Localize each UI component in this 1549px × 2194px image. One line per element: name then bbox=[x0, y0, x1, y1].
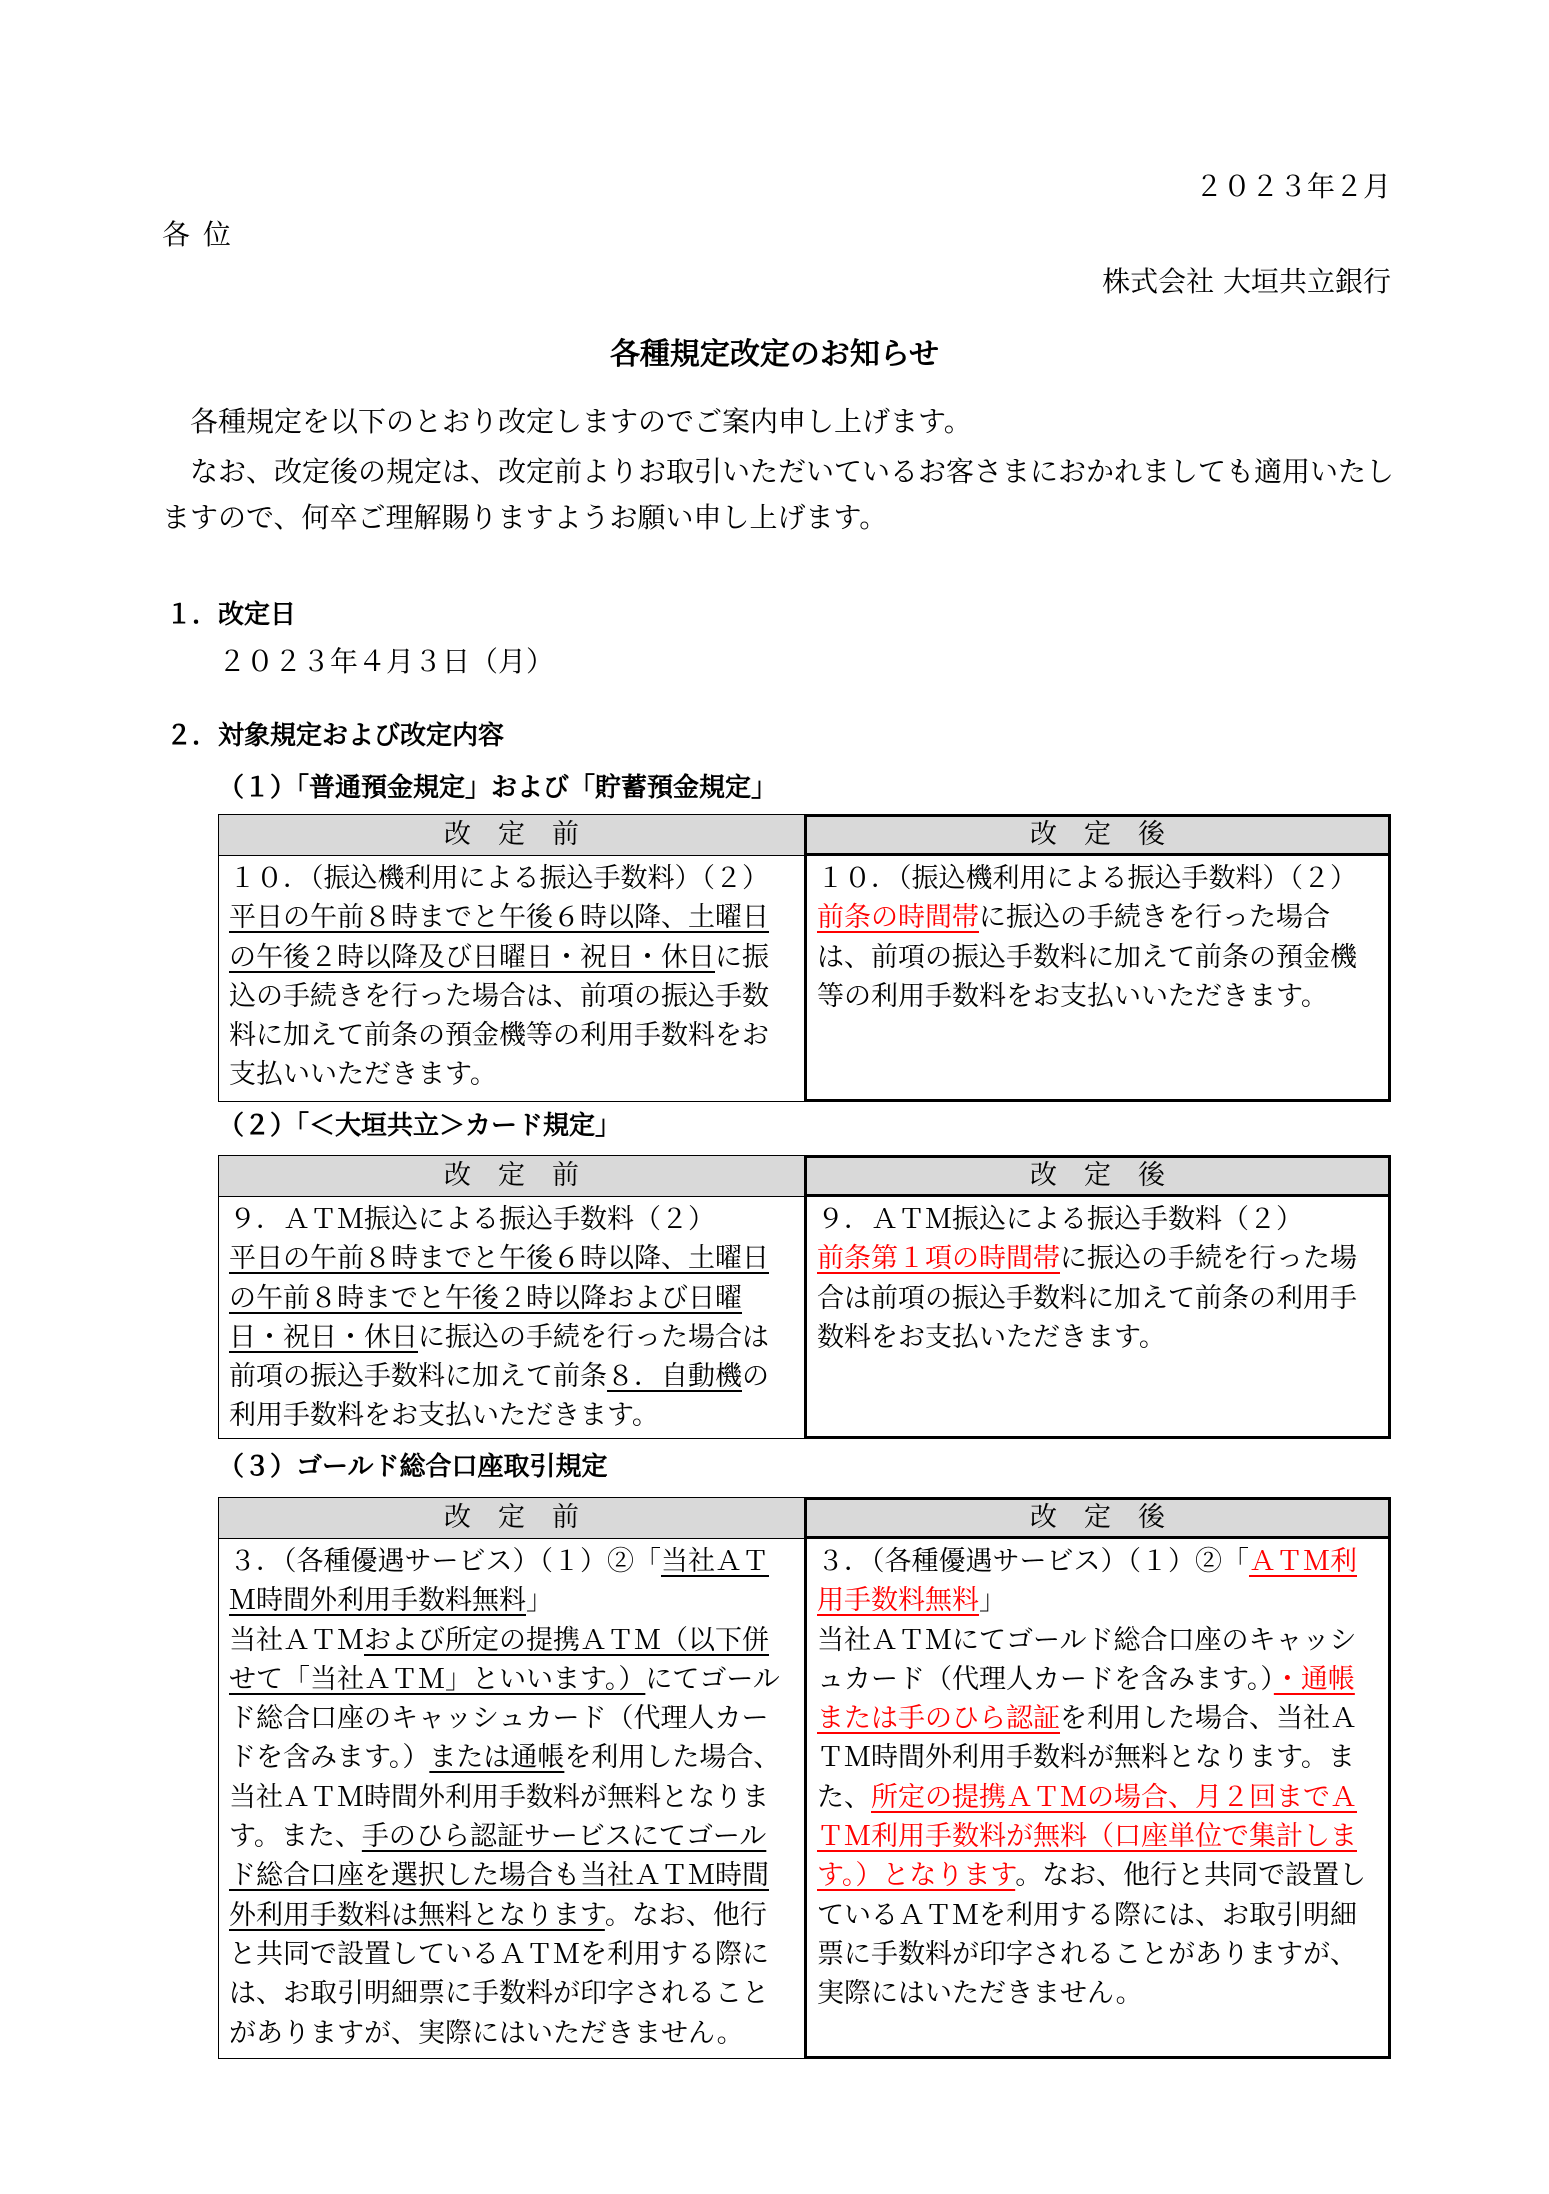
cell-line bbox=[229, 1738, 798, 1777]
text-segment: は、お取引明細票に手数料が印字されること bbox=[229, 1978, 769, 2010]
column-header-before: 改 定 前 bbox=[218, 1155, 804, 1197]
cell-after bbox=[804, 856, 1391, 1102]
cell-line bbox=[229, 1660, 798, 1699]
text-segment: に振 bbox=[715, 941, 769, 973]
changed-text: せて「当社ＡＴＭ」といいます。） bbox=[229, 1663, 646, 1695]
cell-line bbox=[229, 1318, 798, 1357]
cell-line bbox=[229, 1239, 798, 1278]
addressee: 各 位 bbox=[162, 218, 233, 251]
text-segment: 。なお、他行と共同で設置し bbox=[1015, 1860, 1367, 1892]
text-segment: ３．（各種優遇サービス）（１）②「 bbox=[817, 1546, 1249, 1577]
text-segment: に振込の手続を行った場 bbox=[1060, 1243, 1357, 1275]
column-before bbox=[218, 1155, 804, 1439]
cell-line bbox=[229, 938, 798, 977]
text-segment: 料に加えて前条の預金機等の利用手数料をお bbox=[229, 1020, 769, 1052]
text-segment: を利用した場合、 bbox=[564, 1742, 781, 1774]
column-header-after: 改 定 後 bbox=[804, 814, 1391, 856]
cell-line bbox=[817, 938, 1382, 977]
subsection-heading: （１）「普通預金規定」および「貯蓄預金規定」 bbox=[218, 773, 778, 803]
text-segment: ュカード（代理人カードを含みます。） bbox=[817, 1663, 1274, 1695]
column-header-after: 改 定 後 bbox=[804, 1497, 1391, 1539]
changed-text: 当社ＡＴ bbox=[661, 1546, 769, 1577]
text-segment: １０．（振込機利用による振込手数料）（２） bbox=[817, 863, 1357, 894]
text-segment: 前項の振込手数料に加えて前条 bbox=[229, 1361, 607, 1393]
cell-line bbox=[817, 1935, 1382, 1974]
changed-text: 平日の午前８時までと午後６時以降、土曜日 bbox=[229, 1243, 769, 1275]
text-segment: ドを含みます。） bbox=[229, 1742, 430, 1774]
text-segment: 等の利用手数料をお支払いいただきます。 bbox=[817, 980, 1328, 1012]
cell-line bbox=[229, 1200, 798, 1239]
cell-before bbox=[218, 856, 804, 1102]
revised-text: または手のひら認証 bbox=[817, 1703, 1060, 1735]
text-segment: と共同で設置しているＡＴＭを利用する際に bbox=[229, 1938, 769, 1970]
revised-text: 所定の提携ＡＴＭの場合、月２回までＡ bbox=[871, 1781, 1357, 1813]
revised-text: 前条第１項の時間帯 bbox=[817, 1243, 1060, 1275]
subsection-heading: （２）「＜大垣共立＞カード規定」 bbox=[218, 1111, 622, 1141]
cell-line bbox=[817, 859, 1382, 898]
changed-text: ド総合口座を選択した場合も当社ＡＴＭ時間 bbox=[229, 1860, 769, 1892]
cell-line bbox=[229, 1396, 798, 1435]
cell-line bbox=[817, 1542, 1382, 1581]
issue-date: ２０２３年２月 bbox=[1194, 170, 1391, 203]
comparison-table bbox=[218, 1155, 1391, 1439]
changed-text: Ｍ時間外利用手数料無料 bbox=[229, 1585, 526, 1617]
revised-text: す。）となります bbox=[817, 1860, 1016, 1892]
cell-line bbox=[817, 1699, 1382, 1738]
text-segment: 利用手数料をお支払いただきます。 bbox=[229, 1400, 659, 1432]
column-after bbox=[804, 1497, 1391, 2059]
text-segment: がありますが、実際にはいただきません。 bbox=[229, 2017, 744, 2049]
text-segment: 」 bbox=[979, 1585, 1006, 1617]
text-segment: 当社ＡＴＭ時間外利用手数料が無料となりま bbox=[229, 1781, 769, 1813]
cell-after bbox=[804, 1197, 1391, 1439]
text-segment: ９．ＡＴＭ振込による振込手数料（２） bbox=[229, 1204, 715, 1235]
cell-line bbox=[817, 1896, 1382, 1935]
cell-line bbox=[817, 1660, 1382, 1699]
column-header-before: 改 定 前 bbox=[218, 814, 804, 856]
column-after bbox=[804, 814, 1391, 1102]
text-segment: ＴＭ時間外利用手数料が無料となります。ま bbox=[817, 1742, 1355, 1774]
cell-line bbox=[229, 898, 798, 937]
changed-text: 平日の午前８時までと午後６時以降、土曜日 bbox=[229, 902, 769, 934]
changed-text: 外利用手数料は無料となります bbox=[229, 1899, 605, 1931]
changed-text: または通帳 bbox=[429, 1742, 565, 1774]
text-segment: 。なお、他行 bbox=[604, 1899, 767, 1931]
cell-line bbox=[229, 1621, 798, 1660]
revised-text: ・通帳 bbox=[1273, 1663, 1355, 1695]
text-segment: に振込の手続を行った場合は bbox=[418, 1321, 769, 1353]
text-segment: す。また、 bbox=[229, 1821, 362, 1853]
effective-date: ２０２３年４月３日（月） bbox=[218, 645, 555, 678]
cell-line bbox=[229, 1856, 798, 1895]
text-segment: た、 bbox=[817, 1781, 871, 1813]
changed-text: の午前８時までと午後２時以降および日曜 bbox=[229, 1282, 742, 1314]
text-segment: は、前項の振込手数料に加えて前条の預金機 bbox=[817, 941, 1357, 973]
cell-line bbox=[229, 1542, 798, 1581]
cell-line bbox=[229, 1016, 798, 1055]
text-segment: ３．（各種優遇サービス）（１）②「 bbox=[229, 1546, 661, 1577]
text-segment: にてゴール bbox=[645, 1663, 780, 1695]
text-segment: 合は前項の振込手数料に加えて前条の利用手 bbox=[817, 1282, 1357, 1314]
column-header-before: 改 定 前 bbox=[218, 1497, 804, 1539]
notice-title: 各種規定改定のお知らせ bbox=[609, 337, 940, 372]
cell-before bbox=[218, 1197, 804, 1439]
text-segment: 当社ＡＴＭ bbox=[229, 1624, 364, 1656]
cell-after bbox=[804, 1539, 1391, 2059]
intro-line: 各種規定を以下のとおり改定しますのでご案内申し上げます。 bbox=[190, 405, 972, 438]
revised-text: 用手数料無料 bbox=[817, 1585, 979, 1617]
text-segment: ド総合口座のキャッシュカード（代理人カー bbox=[229, 1703, 769, 1735]
intro-line: ますので、何卒ご理解賜りますようお願い申し上げます。 bbox=[162, 501, 888, 534]
cell-before bbox=[218, 1539, 804, 2059]
issuer-name: 株式会社 大垣共立銀行 bbox=[1102, 265, 1391, 298]
comparison-table bbox=[218, 814, 1391, 1102]
column-after bbox=[804, 1155, 1391, 1439]
cell-line bbox=[229, 1935, 798, 1974]
text-segment: ９．ＡＴＭ振込による振込手数料（２） bbox=[817, 1204, 1303, 1235]
cell-line bbox=[229, 1896, 798, 1935]
cell-line bbox=[229, 1778, 798, 1817]
cell-line bbox=[229, 2014, 798, 2053]
cell-line bbox=[229, 1817, 798, 1856]
text-segment: の bbox=[742, 1361, 769, 1393]
text-segment: 票に手数料が印字されることがありますが、 bbox=[817, 1938, 1357, 1970]
cell-line bbox=[229, 1279, 798, 1318]
text-segment: 込の手続きを行った場合は、前項の振込手数 bbox=[229, 980, 769, 1012]
cell-line bbox=[817, 1581, 1382, 1620]
cell-line bbox=[817, 1856, 1382, 1895]
cell-line bbox=[229, 1581, 798, 1620]
cell-line bbox=[817, 1318, 1382, 1357]
cell-line bbox=[817, 1974, 1382, 2013]
revised-text: ＡＴＭ利 bbox=[1249, 1546, 1357, 1577]
text-segment: 数料をお支払いただきます。 bbox=[817, 1321, 1166, 1353]
cell-line bbox=[817, 977, 1382, 1016]
cell-line bbox=[229, 1974, 798, 2013]
text-segment: ているＡＴＭを利用する際には、お取引明細 bbox=[817, 1899, 1357, 1931]
changed-text: の午後２時以降及び日曜日・祝日・休日 bbox=[229, 941, 715, 973]
section-heading-regulations: ２．対象規定および改定内容 bbox=[166, 721, 505, 751]
cell-line bbox=[229, 1699, 798, 1738]
text-segment: に振込の手続きを行った場合 bbox=[979, 902, 1330, 934]
changed-text: ８．自動機 bbox=[607, 1361, 742, 1393]
cell-line bbox=[817, 1621, 1382, 1660]
subsection-heading: （３）ゴールド総合口座取引規定 bbox=[218, 1452, 608, 1482]
cell-line bbox=[817, 1200, 1382, 1239]
cell-line bbox=[229, 1055, 798, 1094]
text-segment: 当社ＡＴＭにてゴールド総合口座のキャッシ bbox=[817, 1624, 1357, 1656]
changed-text: 手のひら認証サービスにてゴール bbox=[361, 1821, 767, 1853]
column-header-after: 改 定 後 bbox=[804, 1155, 1391, 1197]
text-segment: 支払いいただきます。 bbox=[229, 1059, 497, 1091]
column-before bbox=[218, 1497, 804, 2059]
comparison-table bbox=[218, 1497, 1391, 2059]
cell-line bbox=[817, 1778, 1382, 1817]
section-heading-effective-date: １．改定日 bbox=[166, 600, 297, 630]
text-segment: 実際にはいただきません。 bbox=[817, 1978, 1143, 2010]
changed-text: 日・祝日・休日 bbox=[229, 1321, 418, 1353]
text-segment: １０．（振込機利用による振込手数料）（２） bbox=[229, 863, 769, 894]
cell-line bbox=[817, 1738, 1382, 1777]
cell-line bbox=[229, 977, 798, 1016]
cell-line bbox=[817, 1279, 1382, 1318]
cell-line bbox=[817, 898, 1382, 937]
revised-text: 前条の時間帯 bbox=[817, 902, 979, 934]
text-segment: 」 bbox=[526, 1585, 553, 1617]
column-before bbox=[218, 814, 804, 1102]
text-segment: を利用した場合、当社Ａ bbox=[1060, 1703, 1357, 1735]
cell-line bbox=[229, 1357, 798, 1396]
intro-line: なお、改定後の規定は、改定前よりお取引いただいているお客さまにおかれましても適用いたし bbox=[190, 455, 1395, 488]
cell-line bbox=[817, 1817, 1382, 1856]
cell-line bbox=[817, 1239, 1382, 1278]
cell-line bbox=[229, 859, 798, 898]
revised-text: ＴＭ利用手数料が無料（口座単位で集計しま bbox=[817, 1821, 1357, 1853]
changed-text: および所定の提携ＡＴＭ（以下併 bbox=[364, 1624, 769, 1656]
